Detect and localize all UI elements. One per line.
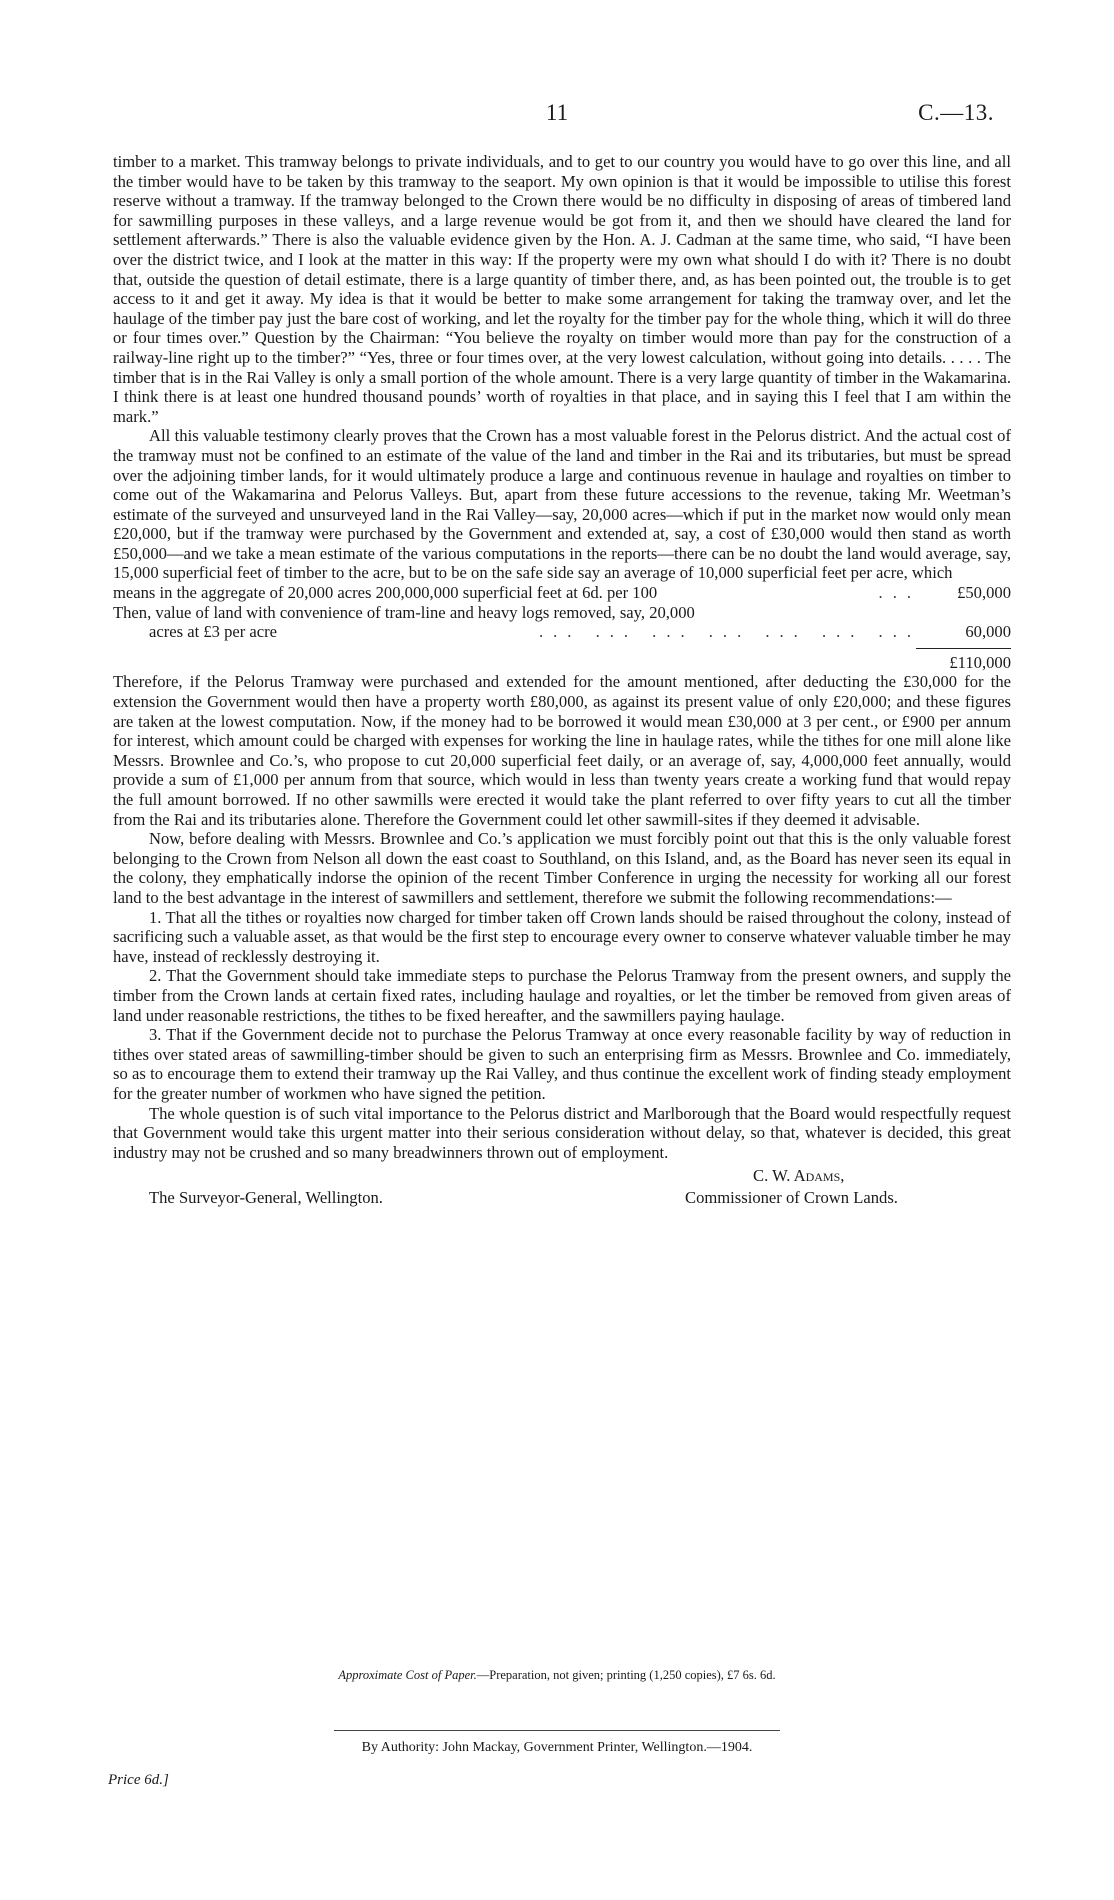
document-reference: C.—13. [918,100,994,125]
calculation-description: means in the aggregate of 20,000 acres 200,000,000 superficial feet at 6d. per 100 [113,583,658,603]
paragraph: Now, before dealing with Messrs. Brownlee and Co.’s application we must forcibly point out that this is the only valuable forest belonging to the Crown from Nelson all down the east coast to Southland, on this Island, and, as the Board has never seen its equal in the colony, they emphatically indorse the opinion of the recent Timber Conference in urging the necessity for working all our forest land to the best advantage in the interest of sawmillers and settlement, therefore we submit the following recommendations:— [113,829,1011,907]
paragraph: All this valuable testimony clearly proves that the Crown has a most valuable forest in the Pelorus district. And the actual cost of the tramway must not be confined to an estimate of the value of the land and timber in the Rai and its tributaries, but must be spread over the adjoining timber lands, for it would ultimately produce a large and continuous revenue in haulage and royalties on timber to come out of the Wakamarina and Pelorus Valleys. But, apart from these future accessions to the revenue, taking Mr. Weetman’s estimate of the surveyed and unsurveyed land in the Rai Valley—say, 20,000 acres—which if put in the market now would only mean £20,000, but if the tramway were purchased by the Government and extended at, say, a cost of £30,000 would then stand as worth £50,000—and we take a mean estimate of the various computations in the reports—there can be no doubt the land would average, say, 15,000 superficial feet of timber to the acre, but to be on the safe side say an average of 10,000 superficial feet per acre, which [113,426,1011,583]
body-text [113,152,1011,1212]
recommendation-item: 3. That if the Government decide not to purchase the Pelorus Tramway at once every reasonable facility by way of reduction in tithes over stated areas of sawmilling-timber should be given to such an enterprising firm as Messrs. Brownlee and Co. immediately, so as to encourage them to extend their tramway up the Rai Valley, and thus continue the excellent work of finding steady employment for the greater number of workmen who have signed the petition. [113,1025,1011,1103]
calculation-description: acres at £3 per acre [149,622,278,642]
calculation-table [113,583,1011,672]
page-number: 11 [545,100,569,125]
calculation-description: Then, value of land with convenience of tram-line and heavy logs removed, say, 20,000 [113,602,695,622]
printer-imprint: By Authority: John Mackay, Government Printer, Wellington.—1904. [361,1740,753,1755]
recommendation-item: 2. That the Government should take immediate steps to purchase the Pelorus Tramway from the present owners, and supply the timber from the Crown lands at certain fixed rates, including haulage and royalties, or let the timber be removed from given areas of land under reasonable restrictions, the tithes to be fixed hereafter, and the sawmillers paying haulage. [113,966,1011,1025]
signature-block [113,1166,1011,1212]
paragraph: timber to a market. This tramway belongs to private individuals, and to get to our country you would have to go over this line, and all the timber would have to be taken by this tramway to the seaport. My own opinion is that it would be impossible to utilise this forest reserve without a tramway. If the tramway belonged to the Crown there would be no difficulty in disposing of areas of timbered land for sawmilling purposes in these valleys, and a large revenue would be got from it, and then we should have cleared the land for settlement afterwards.” There is also the valuable evidence given by the Hon. A. J. Cadman at the same time, who said, “I have been over the district twice, and I look at the matter in this way: If the property were my own what should I do with it? There is no doubt that, outside the question of detail estimate, there is a large quantity of timber there, and, as has been pointed out, the trouble is to get access to it and get it away. My idea is that it would be better to make some arrangement for taking the tramway over, and let the haulage of the timber pay just the bare cost of working, and let the royalty for the timber pay for the whole thing, which it will do three or four times over.” Question by the Chairman: “You believe the royalty on timber would more than pay for the construction of a railway-line right up to the timber?” “Yes, three or four times over, at the very lowest calculation, without going into details. . . . . The timber that is in the Rai Valley is only a small portion of the whole amount. There is a very large quantity of timber in the Wakamarina. I think there is at least one hundred thousand pounds’ worth of royalties in that place, and in saying this I feel that I am within the mark.” [113,152,1011,426]
calculation-amount: 60,000 [965,622,1011,642]
calculation-amount: £50,000 [957,583,1011,603]
cost-note [0,1668,1114,1683]
addressee: The Surveyor-General, Wellington. [149,1188,383,1208]
calculation-row [113,603,1011,623]
cost-label: Approximate Cost of Paper. [338,1668,477,1682]
imprint-rule [334,1730,780,1731]
calculation-row [113,622,1011,642]
signatory-title: Commissioner of Crown Lands. [685,1188,898,1208]
recommendation-item: 1. That all the tithes or royalties now charged for timber taken off Crown lands should be raised throughout the colony, instead of sacrificing such a valuable asset, as that would be the first step to encourage every owner to conserve whatever valuable timber he may have, instead of recklessly destroying it. [113,907,1011,966]
paragraph: The whole question is of such vital importance to the Pelorus district and Marlborough that the Board would respectfully request that Government would take this urgent matter into their serious consideration without delay, so that, whatever is decided, this great industry may not be crushed and so many breadwinners thrown out of employment. [113,1103,1011,1162]
calculation-total: £110,000 [949,652,1011,672]
paragraph: Therefore, if the Pelorus Tramway were purchased and extended for the amount mentioned, after deducting the £30,000 for the extension the Government would then have a property worth £80,000, as against its present value of only £20,000; and these figures are taken at the lowest computation. Now, if the money had to be borrowed it would mean £30,000 at 3 per cent., or £900 per annum for interest, which amount could be charged with expenses for working the line in haulage rates, while the tithes for one mill alone like Messrs. Brownlee and Co.’s, who propose to cut 20,000 superficial feet daily, or an average of, say, 4,000,000 feet annually, would provide a sum of £1,000 per annum from that source, which would in less than twenty years create a working fund that would repay the full amount borrowed. If no other sawmills were erected it would take the plant referred to over fifty years to cut all the timber from the Rai and its tributaries alone. Therefore the Government could let other sawmill-sites if they deemed it advisable. [113,672,1011,829]
calculation-leader: ... ... ... ... ... ... ... [538,622,921,642]
calculation-leader: ... [878,583,921,603]
total-rule [113,648,1011,649]
price: Price 6d.] [108,1772,169,1788]
signatory-name: C. W. Adams, [753,1166,845,1186]
calculation-row [113,583,1011,603]
cost-text: —Preparation, not given; printing (1,250 copies), £7 6s. 6d. [476,1668,776,1682]
